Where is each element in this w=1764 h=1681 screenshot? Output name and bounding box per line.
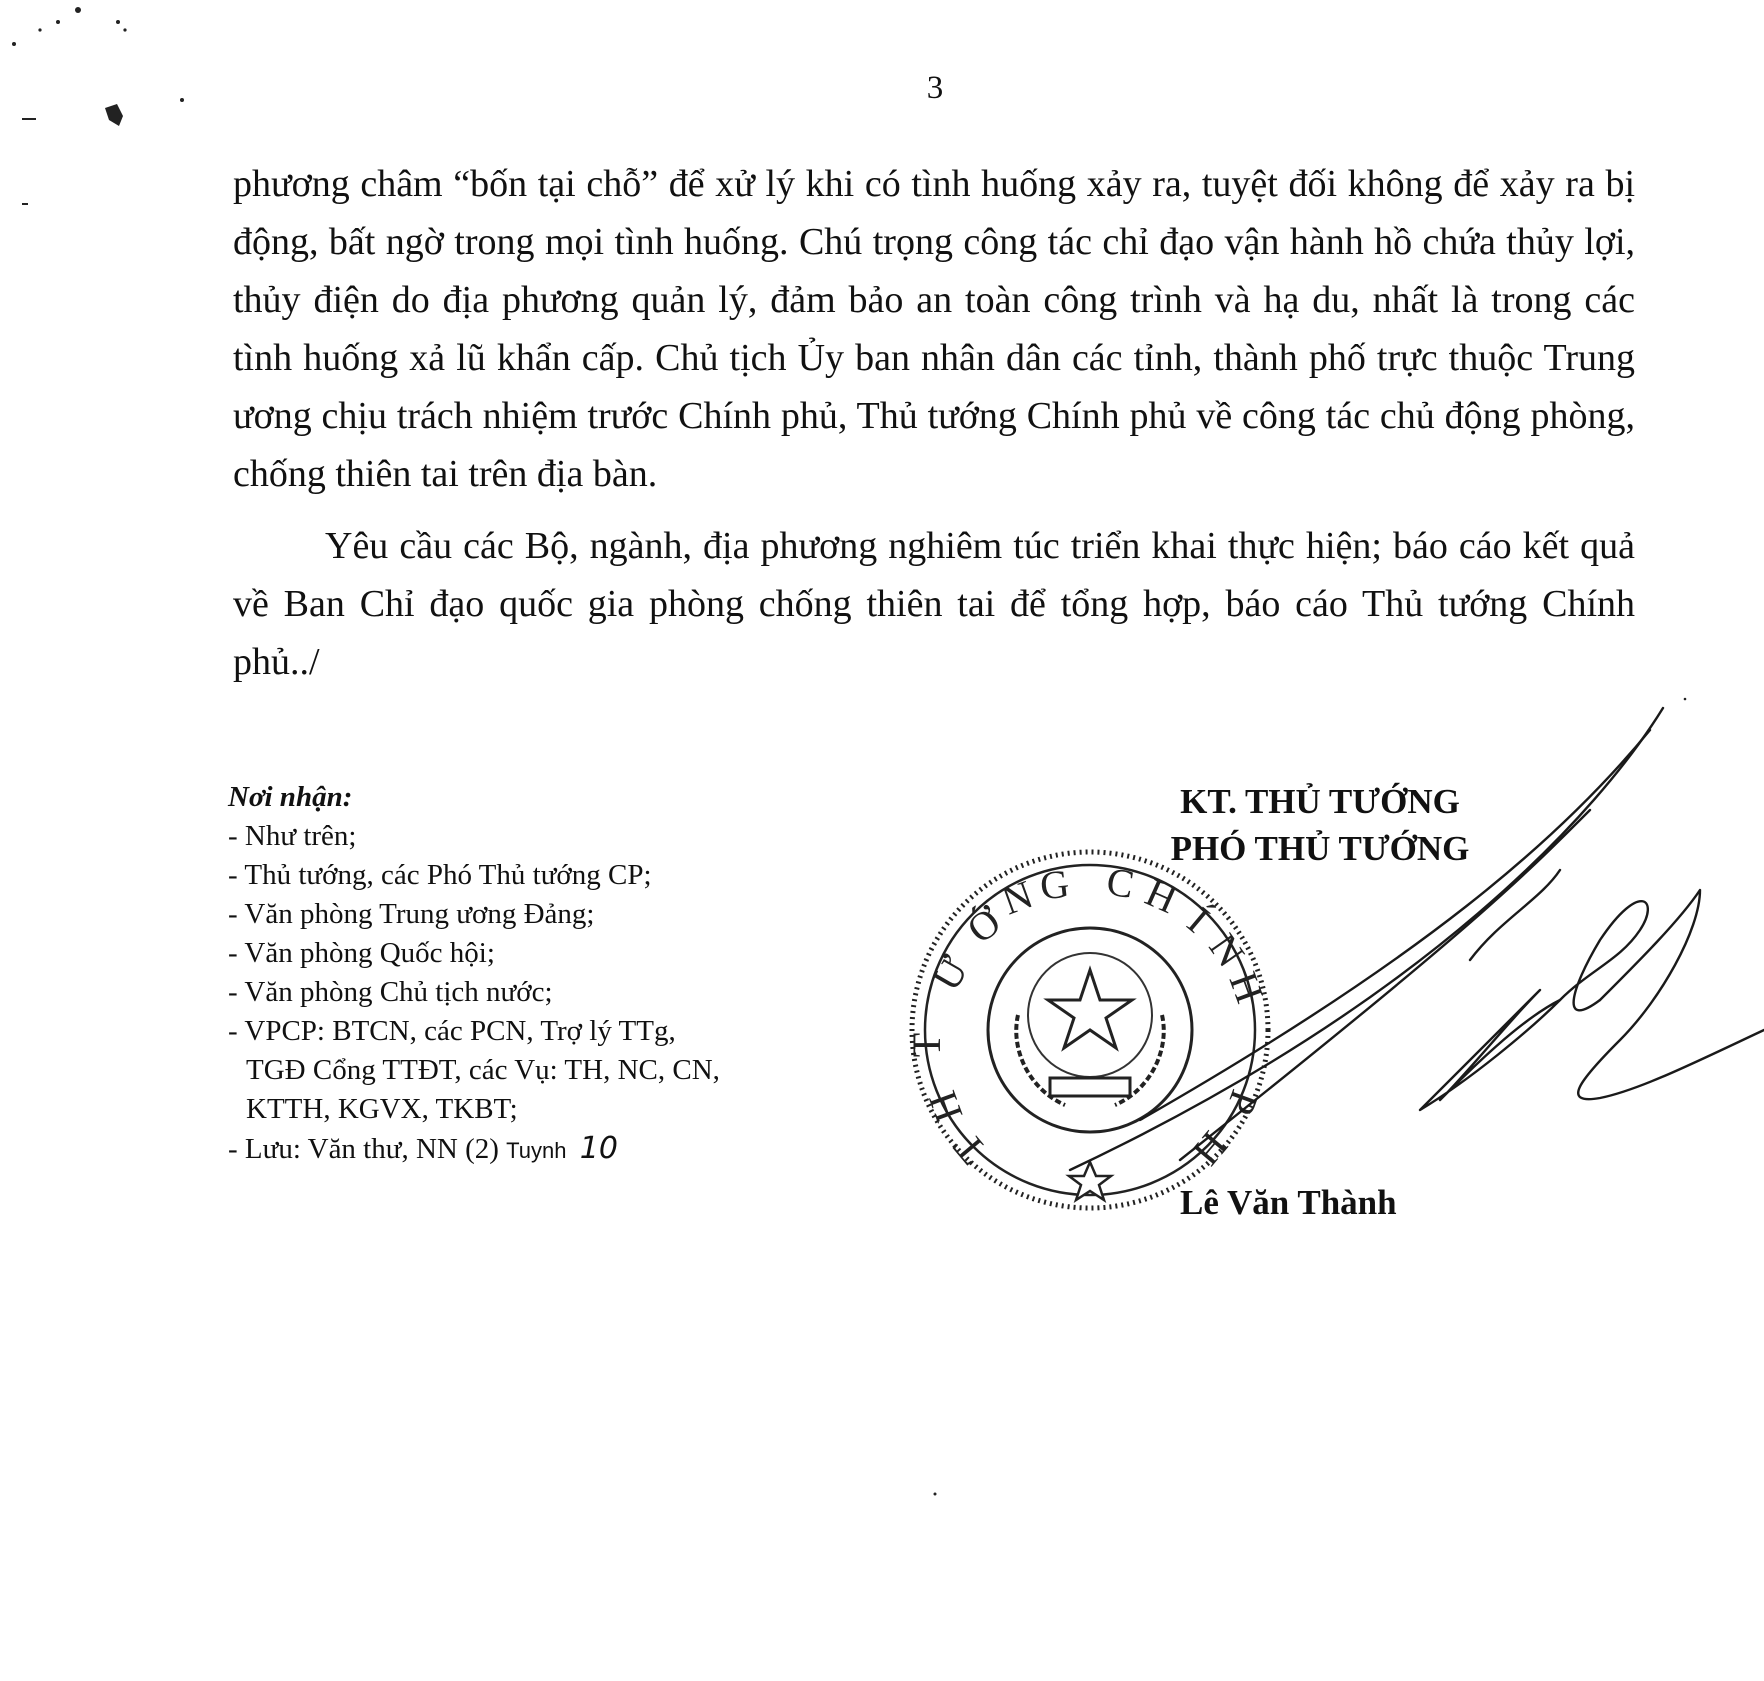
recipient-item-archive	[228, 1129, 848, 1170]
body-text	[233, 155, 1635, 691]
page-number: 3	[926, 70, 944, 106]
svg-text:H: H	[1220, 966, 1273, 1009]
recipient-item: - Thủ tướng, các Phó Thủ tướng CP;	[228, 859, 652, 891]
handwritten-signature-icon	[1000, 700, 1764, 1220]
svg-text:C: C	[1103, 858, 1138, 908]
svg-text:Ư: Ư	[923, 948, 978, 998]
archive-text: - Lưu: Văn thư, NN (2)	[228, 1133, 499, 1165]
svg-text:N: N	[996, 871, 1039, 924]
svg-text:N: N	[1200, 925, 1254, 975]
svg-text:T: T	[944, 1124, 995, 1173]
recipient-item: - Văn phòng Chủ tịch nước;	[228, 976, 553, 1008]
signer-title-line-1: KT. THỦ TƯỚNG	[1180, 782, 1460, 821]
svg-text:H: H	[1139, 869, 1184, 923]
signer-title-line-2: PHÓ THỦ TƯỚNG	[1170, 829, 1470, 868]
recipients-list	[228, 817, 848, 1170]
svg-text:T: T	[904, 1032, 949, 1058]
recipient-item: - VPCP: BTCN, các PCN, Trợ lý TTg,	[228, 1015, 676, 1047]
body-paragraph-1: phương châm “bốn tại chỗ” để xử lý khi có tình huống xảy ra, tuyệt đối không để xảy ra bị động, bất ngờ trong mọi tình huống. Chú trọng công tác chỉ đạo vận hành hồ chứa thủy lợi, thủy điện do địa phương quản lý, đảm bảo an toàn công trình và hạ du, nhất là trong các tình huống xả lũ khẩn cấp. Chủ tịch Ủy ban nhân dân các tỉnh, thành phố trực thuộc Trung ương chịu trách nhiệm trước Chính phủ, Thủ tướng Chính phủ về công tác chủ động phòng, chống thiên tai trên địa bàn.	[233, 163, 1635, 495]
recipients-block	[228, 778, 848, 1170]
recipient-item: - Văn phòng Quốc hội;	[228, 937, 495, 969]
svg-text:Ớ: Ớ	[958, 898, 1009, 952]
recipients-title: Nơi nhận:	[228, 781, 353, 813]
recipient-item: - Văn phòng Trung ương Đảng;	[228, 898, 595, 930]
svg-text:G: G	[1037, 860, 1072, 909]
recipient-item-continued	[228, 1090, 848, 1129]
body-paragraph-2: Yêu cầu các Bộ, ngành, địa phương nghiêm túc triển khai thực hiện; báo cáo kết quả về Ban Chỉ đạo quốc gia phòng chống thiên tai để tổng hợp, báo cáo Thủ tướng Chính phủ../	[233, 525, 1635, 683]
recipient-item-continued	[228, 1051, 848, 1090]
signer-name: Lê Văn Thành	[1180, 1183, 1397, 1222]
recipient-item: - Như trên;	[228, 820, 357, 852]
clerk-initials: Tuynh	[506, 1138, 567, 1163]
recipient-continued-text: KTTH, KGVX, TKBT;	[246, 1093, 518, 1125]
copy-count: 10	[579, 1131, 618, 1166]
svg-text:H: H	[1183, 1123, 1237, 1175]
recipient-continued-text: TGĐ Cổng TTĐT, các Vụ: TH, NC, CN,	[246, 1054, 720, 1086]
svg-text:Í: Í	[1179, 898, 1219, 942]
svg-text:P: P	[1217, 1084, 1268, 1121]
svg-text:H: H	[919, 1085, 972, 1128]
